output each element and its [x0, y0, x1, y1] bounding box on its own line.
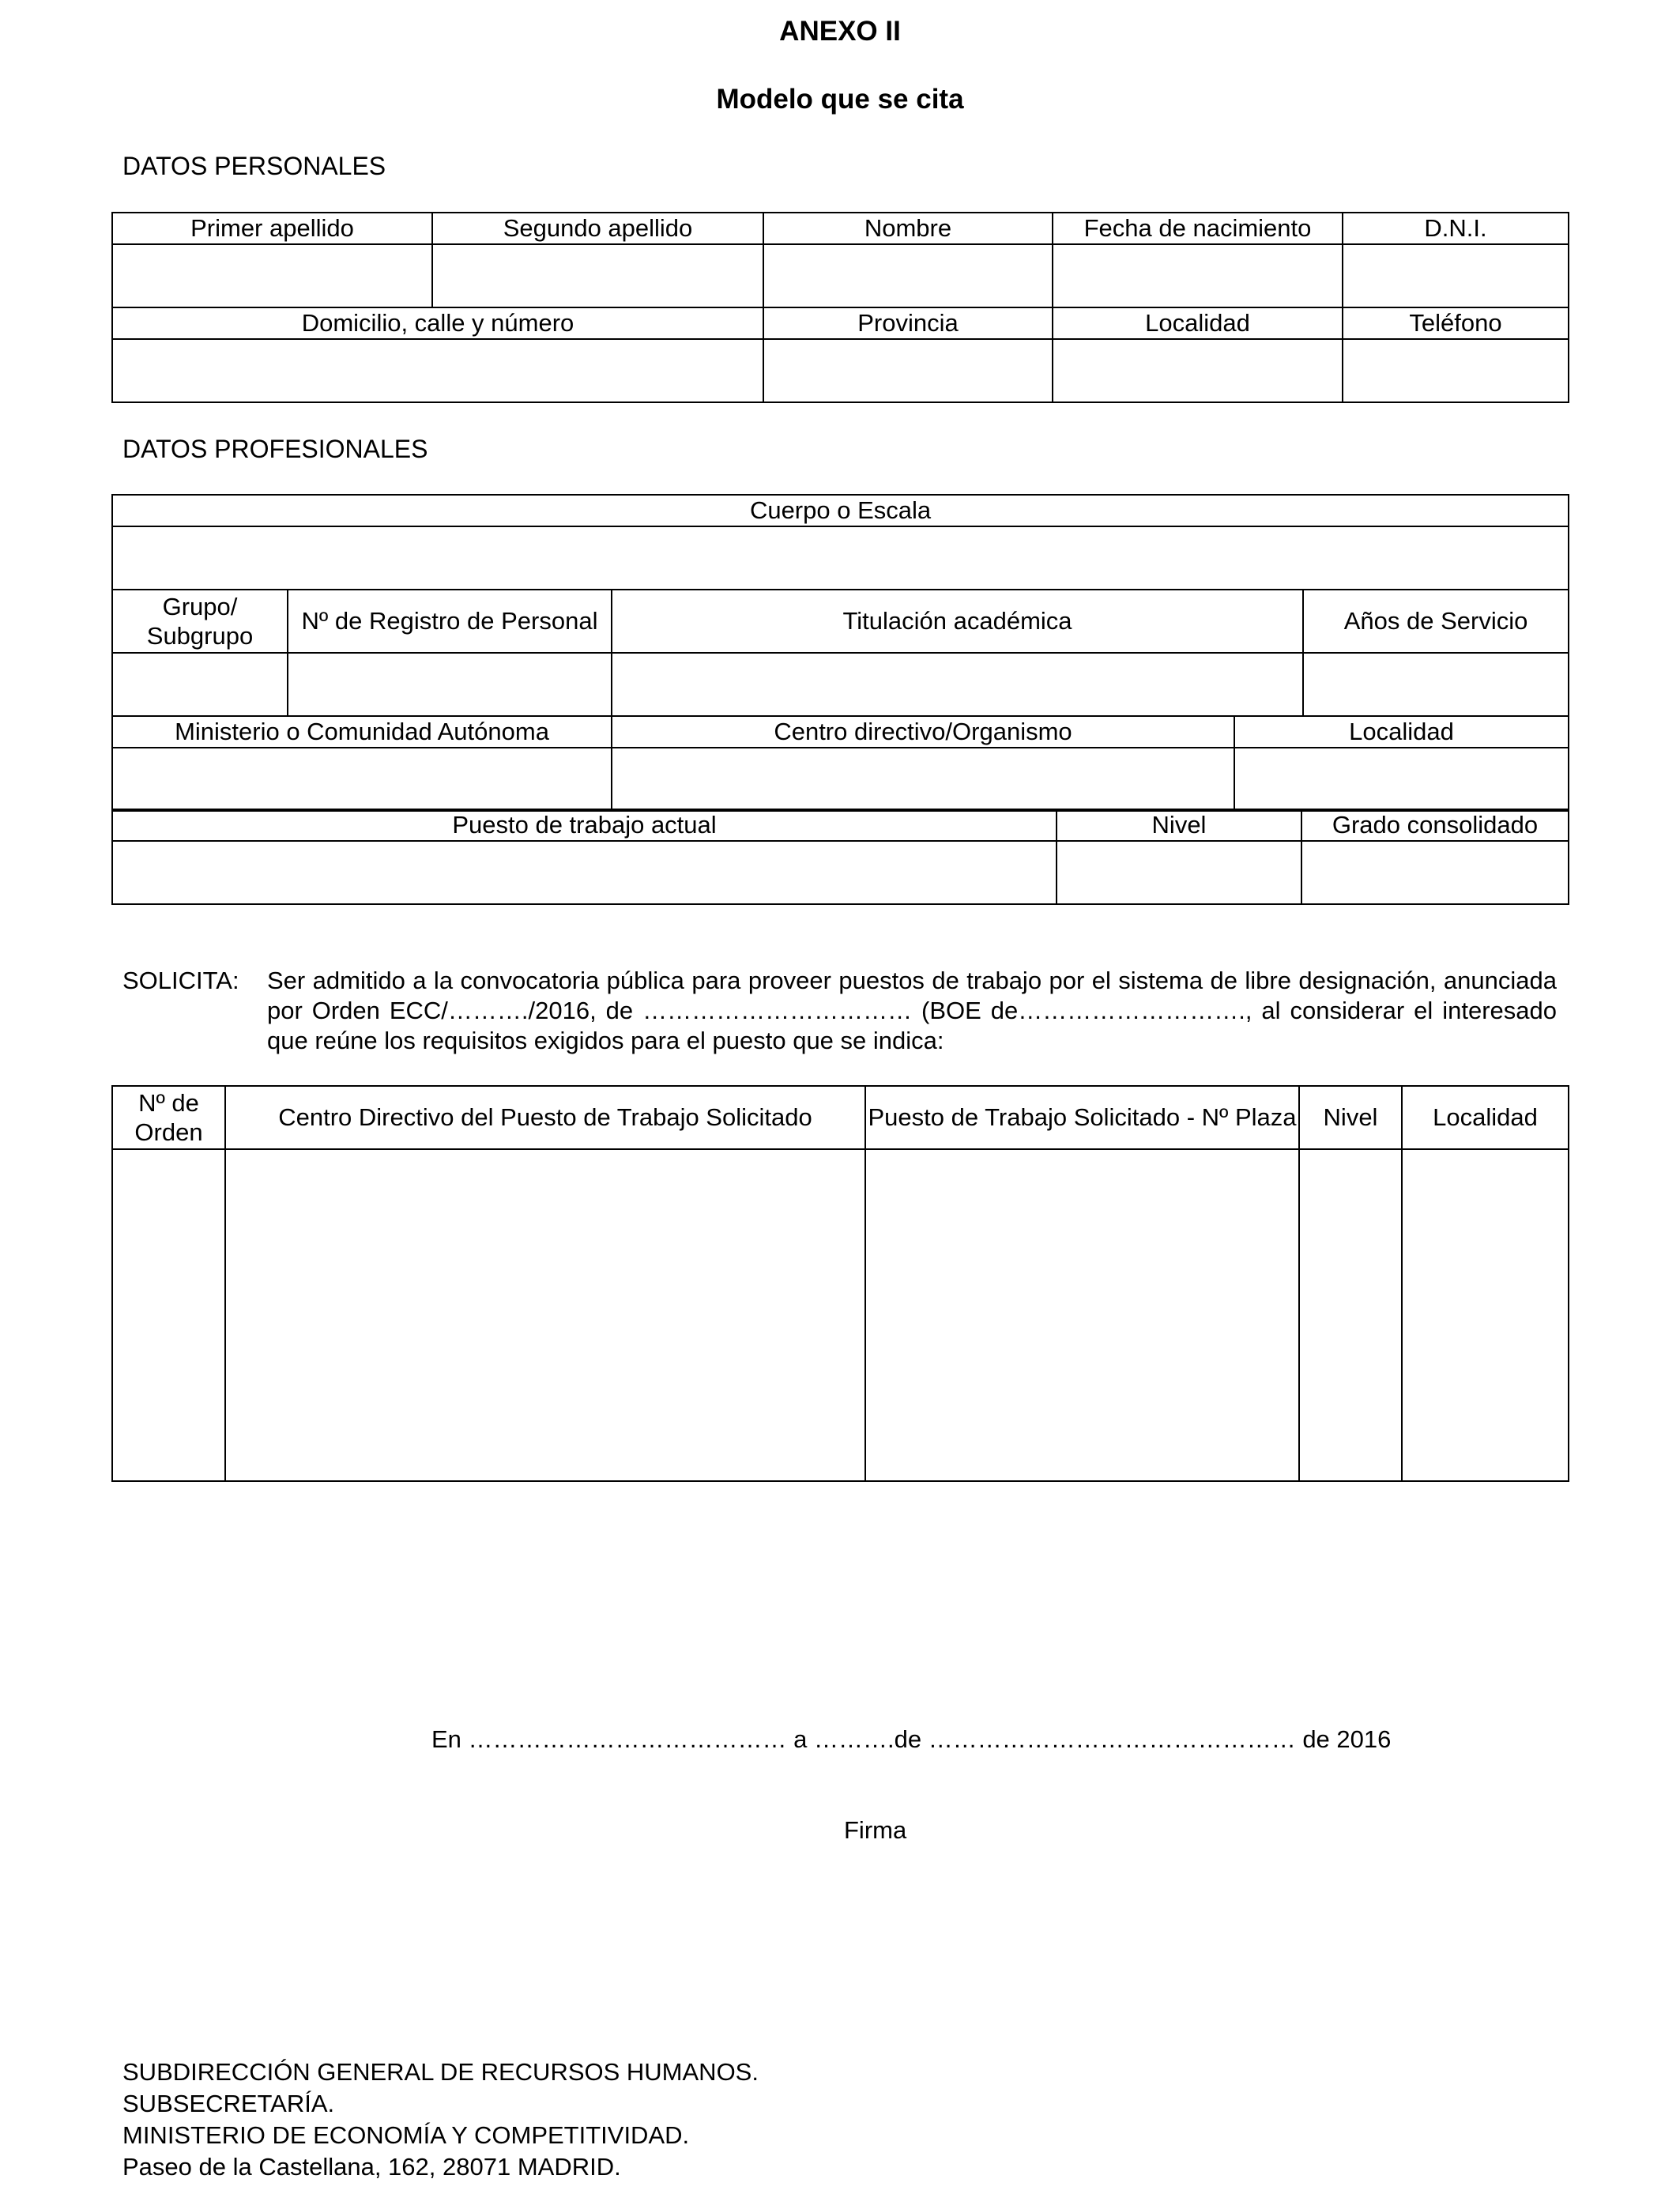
header-dni: D.N.I. [1343, 213, 1569, 244]
header-puesto-actual: Puesto de trabajo actual [112, 809, 1057, 841]
field-numero-orden[interactable] [112, 1149, 225, 1481]
header-domicilio: Domicilio, calle y número [112, 307, 763, 339]
field-domicilio[interactable] [112, 339, 763, 402]
solicita-text: Ser admitido a la convocatoria pública para proveer puestos de trabajo por el sistema de libre designación, anunciada por Orden ECC/………./2016, de …………………………… (BOE de………………………., al considerar el interesado que reúne los requisitos exigidos para el puesto que se indica: [267, 967, 1557, 1054]
footer-line-1: SUBDIRECCIÓN GENERAL DE RECURSOS HUMANOS. [122, 2058, 759, 2086]
date-line: En ………………………………… a ……….de ……………………………………… de 2016 [431, 1725, 1392, 1753]
field-nombre[interactable] [763, 244, 1053, 307]
header-cuerpo-escala: Cuerpo o Escala [112, 495, 1569, 526]
field-registro-personal[interactable] [288, 653, 612, 716]
header-segundo-apellido: Segundo apellido [432, 213, 763, 244]
field-provincia[interactable] [763, 339, 1053, 402]
header-grupo-subgrupo: Grupo/ Subgrupo [112, 590, 288, 653]
field-segundo-apellido[interactable] [432, 244, 763, 307]
field-localidad-solicitado[interactable] [1402, 1149, 1569, 1481]
footer-line-3: MINISTERIO DE ECONOMÍA Y COMPETITIVIDAD. [122, 2121, 690, 2149]
header-nivel-prof: Nivel [1057, 809, 1301, 841]
header-provincia: Provincia [763, 307, 1053, 339]
personal-data-table [111, 212, 1569, 403]
footer-line-2: SUBSECRETARÍA. [122, 2090, 335, 2117]
field-localidad-prof[interactable] [1234, 748, 1569, 811]
header-registro-personal: Nº de Registro de Personal [288, 590, 612, 653]
header-centro-directivo-solicitado: Centro Directivo del Puesto de Trabajo Solicitado [225, 1086, 865, 1149]
field-localidad[interactable] [1053, 339, 1343, 402]
field-nivel-solicitado[interactable] [1299, 1149, 1402, 1481]
header-localidad: Localidad [1053, 307, 1343, 339]
header-titulacion: Titulación académica [612, 590, 1303, 653]
header-puesto-solicitado: Puesto de Trabajo Solicitado - Nº Plaza [865, 1086, 1299, 1149]
field-centro-directivo[interactable] [612, 748, 1234, 811]
header-localidad-solicitado: Localidad [1402, 1086, 1569, 1149]
field-puesto-actual[interactable] [112, 841, 1057, 904]
field-grado-consolidado[interactable] [1301, 841, 1569, 904]
signature-label: Firma [844, 1816, 907, 1844]
field-centro-directivo-solicitado[interactable] [225, 1149, 865, 1481]
header-numero-orden: Nº de Orden [112, 1086, 225, 1149]
field-dni[interactable] [1343, 244, 1569, 307]
professional-data-table-2 [111, 715, 1569, 812]
field-anos-servicio[interactable] [1303, 653, 1569, 716]
header-localidad-prof: Localidad [1234, 716, 1569, 748]
footer-line-4: Paseo de la Castellana, 162, 28071 MADRID. [122, 2153, 621, 2181]
solicita-label: SOLICITA: [122, 967, 239, 994]
professional-data-table [111, 494, 1569, 717]
annex-subtitle: Modelo que se cita [716, 84, 964, 115]
annex-title: ANEXO II [779, 16, 901, 47]
header-centro-directivo: Centro directivo/Organismo [612, 716, 1234, 748]
request-table [111, 1085, 1569, 1482]
header-nombre: Nombre [763, 213, 1053, 244]
header-telefono: Teléfono [1343, 307, 1569, 339]
header-ministerio: Ministerio o Comunidad Autónoma [112, 716, 612, 748]
field-puesto-solicitado[interactable] [865, 1149, 1299, 1481]
field-cuerpo-escala[interactable] [112, 526, 1569, 590]
personal-section-label: DATOS PERSONALES [122, 152, 386, 180]
field-fecha-nacimiento[interactable] [1053, 244, 1343, 307]
header-anos-servicio: Años de Servicio [1303, 590, 1569, 653]
header-primer-apellido: Primer apellido [112, 213, 432, 244]
header-nivel-solicitado: Nivel [1299, 1086, 1402, 1149]
professional-data-table-3 [111, 809, 1569, 905]
field-titulacion[interactable] [612, 653, 1303, 716]
header-fecha-nacimiento: Fecha de nacimiento [1053, 213, 1343, 244]
field-grupo-subgrupo[interactable] [112, 653, 288, 716]
field-ministerio[interactable] [112, 748, 612, 811]
field-telefono[interactable] [1343, 339, 1569, 402]
field-primer-apellido[interactable] [112, 244, 432, 307]
field-nivel-prof[interactable] [1057, 841, 1301, 904]
header-grado-consolidado: Grado consolidado [1301, 809, 1569, 841]
professional-section-label: DATOS PROFESIONALES [122, 435, 428, 463]
footer-address [122, 2056, 759, 2183]
